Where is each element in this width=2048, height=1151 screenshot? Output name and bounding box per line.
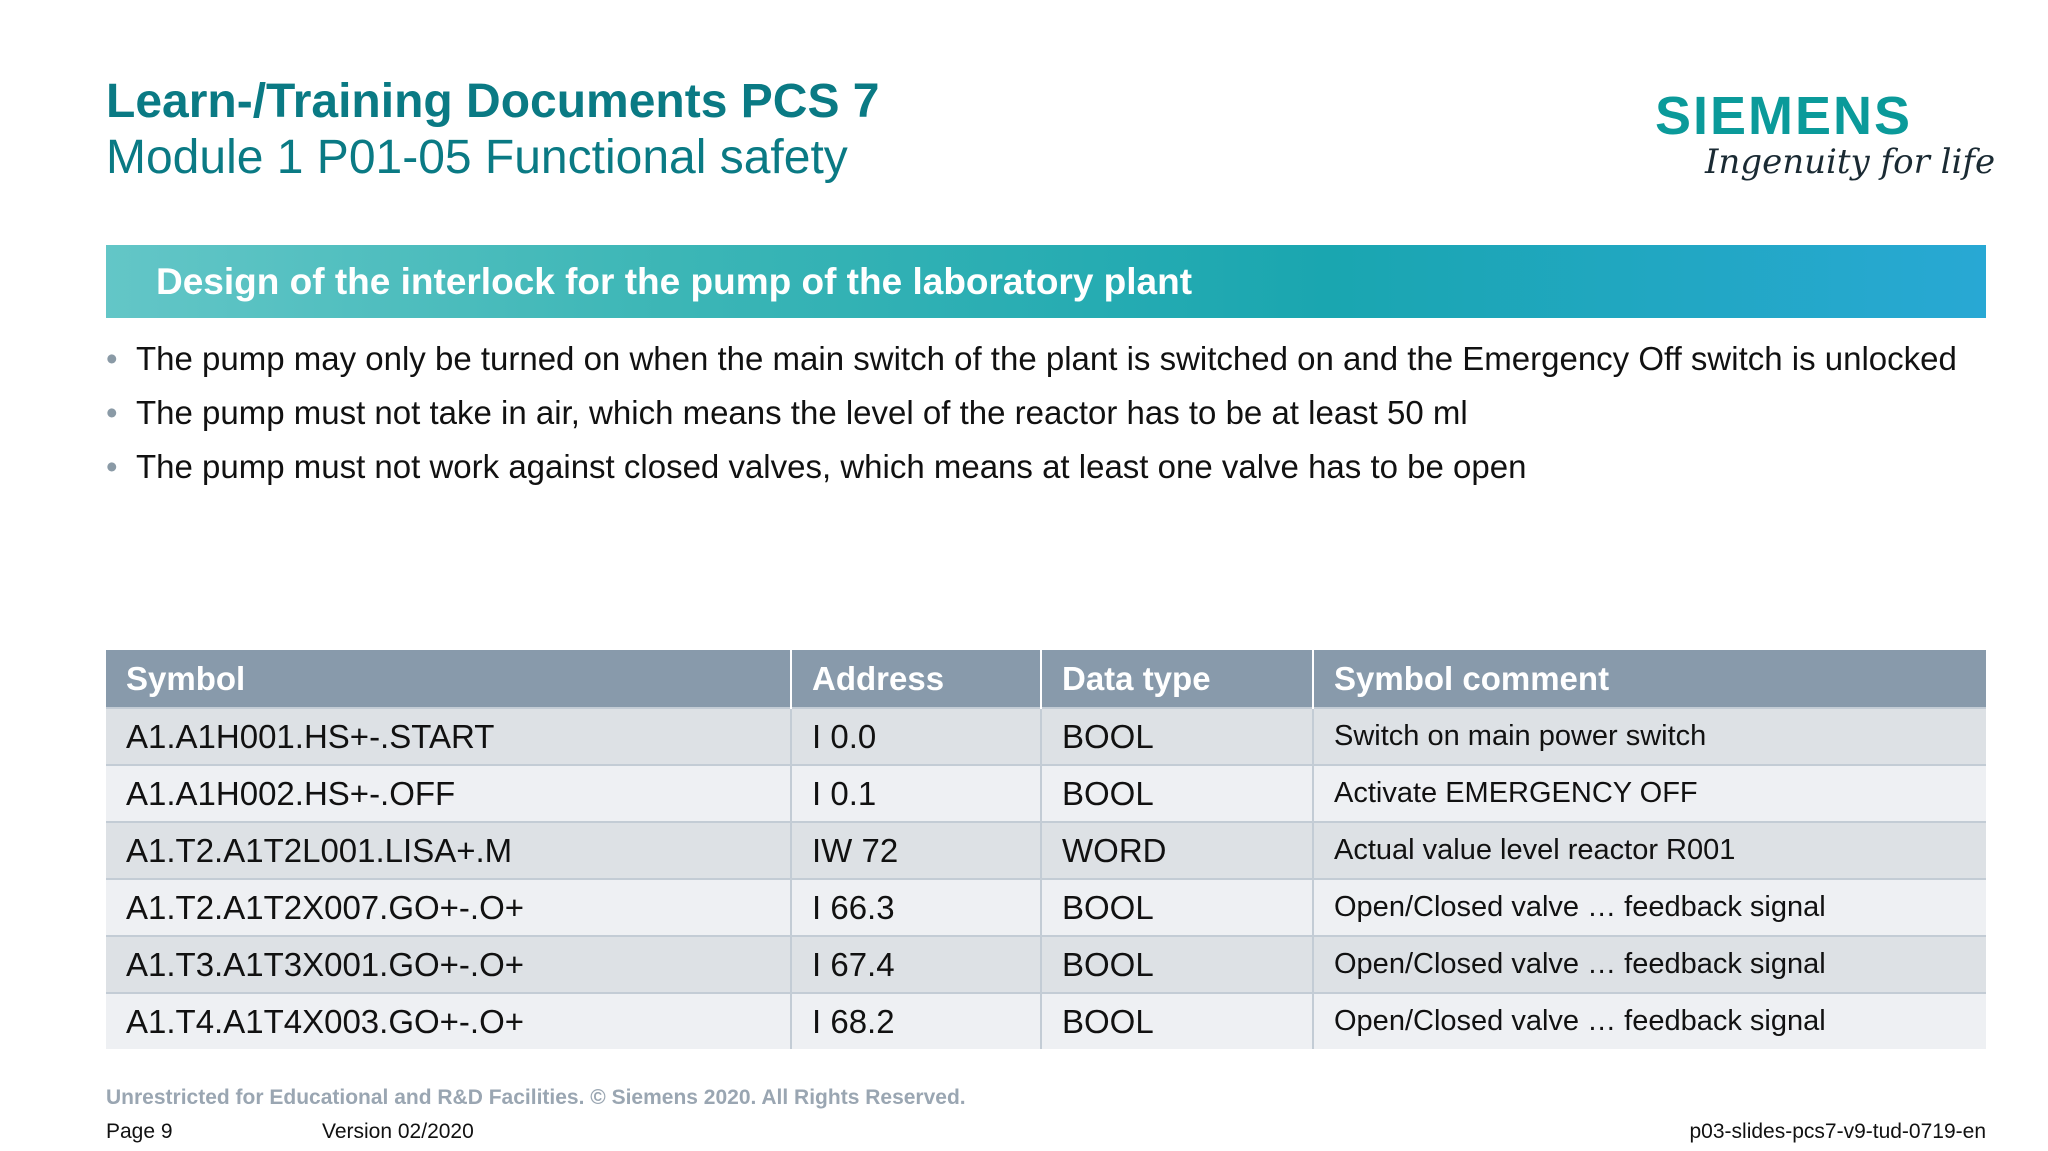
bullet-marker: • (106, 340, 118, 377)
column-header-symbol-comment: Symbol comment (1313, 650, 1986, 708)
symbol-table (106, 650, 1986, 1049)
cell-symbol-comment: Open/Closed valve … feedback signal (1313, 879, 1986, 936)
title-block (106, 74, 1506, 186)
cell-symbol-comment: Switch on main power switch (1313, 708, 1986, 765)
table-row (106, 765, 1986, 822)
column-header-address: Address (791, 650, 1041, 708)
symbol-table-container (106, 650, 1986, 1049)
module-subtitle: Module 1 P01-05 Functional safety (106, 131, 848, 184)
cell-symbol: A1.A1H001.HS+-.START (106, 708, 791, 765)
cell-symbol-comment: Activate EMERGENCY OFF (1313, 765, 1986, 822)
cell-data-type: BOOL (1041, 765, 1313, 822)
cell-symbol: A1.T3.A1T3X001.GO+-.O+ (106, 936, 791, 993)
cell-symbol: A1.A1H002.HS+-.OFF (106, 765, 791, 822)
column-header-data-type: Data type (1041, 650, 1313, 708)
bullet-text: The pump must not work against closed valves, which means at least one valve has to be open (136, 448, 1527, 485)
bullet-item (106, 446, 1986, 487)
table-row (106, 936, 1986, 993)
footer-legal-notice: Unrestricted for Educational and R&D Facilities. © Siemens 2020. All Rights Reserved. (106, 1086, 966, 1109)
bullet-marker: • (106, 448, 118, 485)
logo-tagline: Ingenuity for life (1705, 142, 1996, 182)
cell-symbol: A1.T4.A1T4X003.GO+-.O+ (106, 993, 791, 1049)
section-banner (106, 245, 1986, 318)
document-title: Learn-/Training Documents PCS 7 (106, 75, 880, 128)
table-row (106, 879, 1986, 936)
bullet-item (106, 392, 1986, 433)
footer-document-id: p03-slides-pcs7-v9-tud-0719-en (1689, 1120, 1986, 1143)
cell-address: I 67.4 (791, 936, 1041, 993)
cell-address: I 66.3 (791, 879, 1041, 936)
cell-data-type: BOOL (1041, 936, 1313, 993)
cell-symbol: A1.T2.A1T2X007.GO+-.O+ (106, 879, 791, 936)
bullet-text: The pump may only be turned on when the main switch of the plant is switched on and the Emergency Off switch is unlocked (136, 340, 1957, 377)
footer-version: Version 02/2020 (322, 1120, 474, 1143)
table-header-row (106, 650, 1986, 708)
bullet-text: The pump must not take in air, which means the level of the reactor has to be at least 50 ml (136, 394, 1468, 431)
table-row (106, 822, 1986, 879)
cell-symbol-comment: Actual value level reactor R001 (1313, 822, 1986, 879)
column-header-symbol: Symbol (106, 650, 791, 708)
logo-wordmark: SIEMENS (1655, 86, 1913, 146)
cell-symbol-comment: Open/Closed valve … feedback signal (1313, 993, 1986, 1049)
bullet-marker: • (106, 394, 118, 431)
bullet-list (106, 338, 1986, 500)
table-row (106, 708, 1986, 765)
cell-address: I 0.0 (791, 708, 1041, 765)
cell-data-type: BOOL (1041, 993, 1313, 1049)
bullet-item (106, 338, 1986, 379)
cell-symbol: A1.T2.A1T2L001.LISA+.M (106, 822, 791, 879)
cell-data-type: BOOL (1041, 708, 1313, 765)
cell-address: I 0.1 (791, 765, 1041, 822)
cell-address: IW 72 (791, 822, 1041, 879)
cell-symbol-comment: Open/Closed valve … feedback signal (1313, 936, 1986, 993)
footer-page-number: Page 9 (106, 1120, 173, 1143)
table-row (106, 993, 1986, 1049)
siemens-logo (1655, 86, 1996, 196)
cell-address: I 68.2 (791, 993, 1041, 1049)
section-heading: Design of the interlock for the pump of the laboratory plant (156, 261, 1193, 302)
cell-data-type: WORD (1041, 822, 1313, 879)
cell-data-type: BOOL (1041, 879, 1313, 936)
